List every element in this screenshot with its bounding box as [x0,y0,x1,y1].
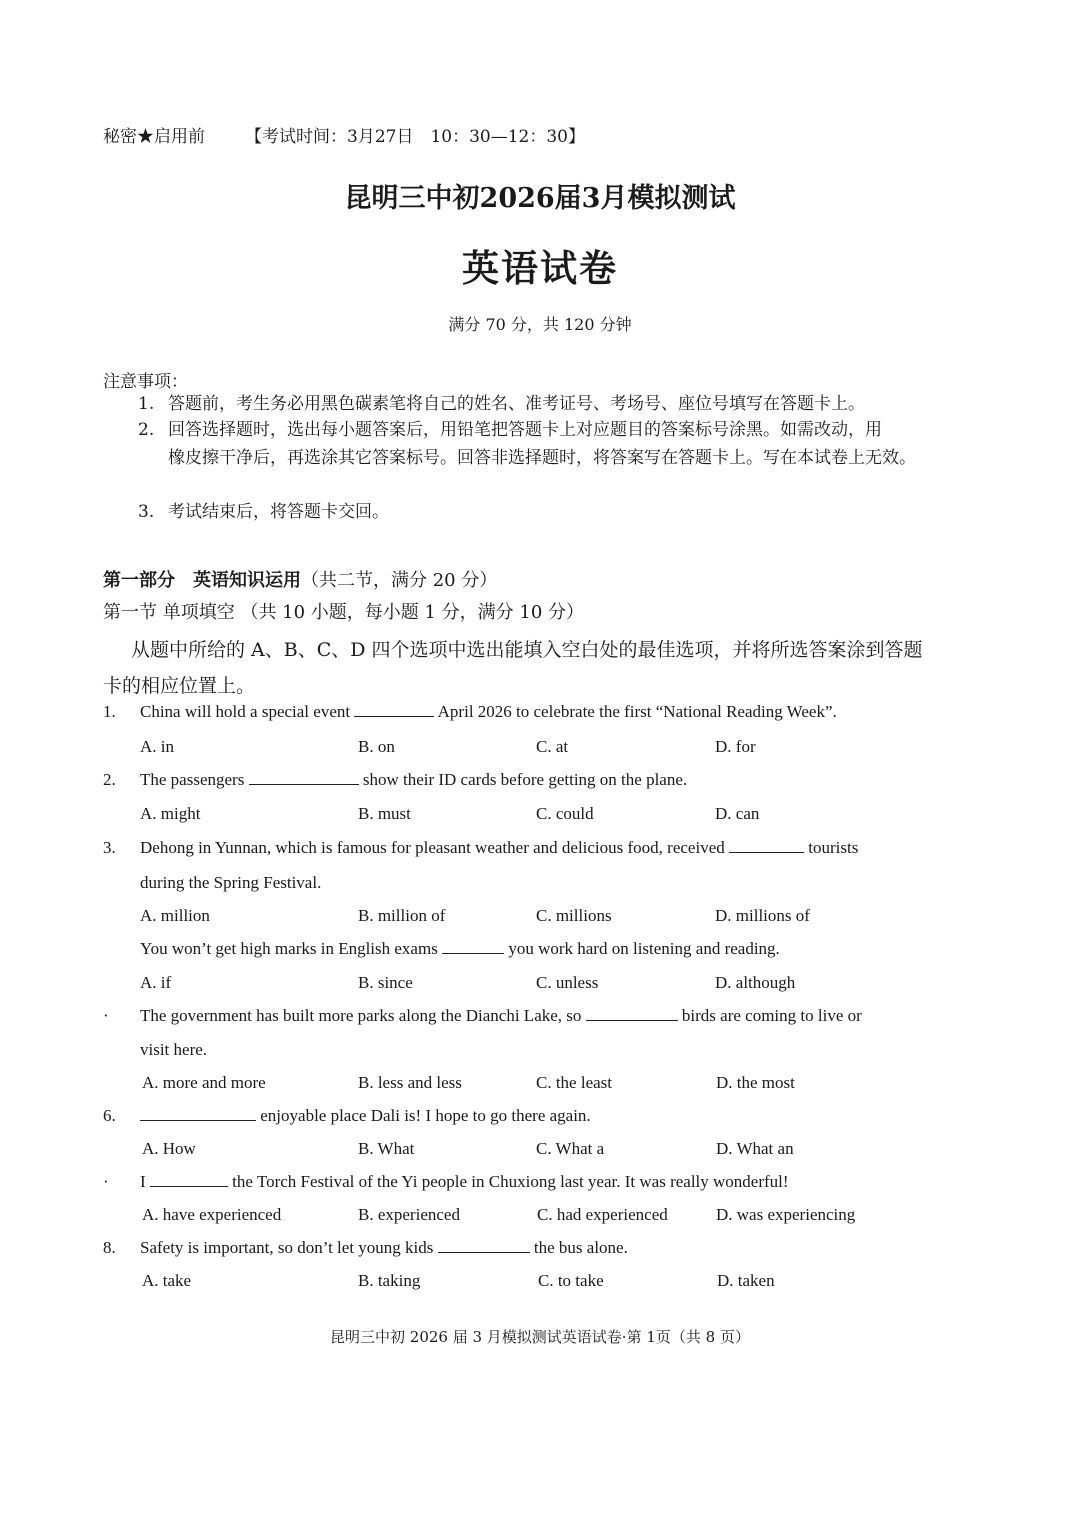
question-continuation: visit here. [140,1040,208,1059]
answer-blank [354,702,434,717]
question-text: tourists [808,838,859,857]
option: B. on [358,737,395,756]
part-title: 第一部分 英语知识运用 [103,570,301,591]
option: A. might [140,804,201,823]
option: B. must [358,804,411,823]
option: A. have experienced [142,1205,282,1224]
question [103,1006,862,1026]
note-number: 2. [138,420,155,440]
score-info: 满分 70 分，共 120 分钟 [448,315,632,334]
option: D. can [715,804,760,823]
question [103,838,858,858]
question [103,702,837,722]
question-number: 8. [103,1238,116,1257]
exam-header [103,122,585,147]
exam-title: 昆明三中初2026届3月模拟测试 [344,183,736,214]
question-number: 6. [103,1106,116,1125]
option: D. What an [716,1139,794,1158]
option: C. the least [536,1073,613,1092]
section-instruction: 从题中所给的 A、B、C、D 四个选项中选出能填入空白处的最佳选项，并将所选答案涂到答题卡的相应位置上。 [103,639,923,697]
question-continuation: during the Spring Festival. [140,873,322,892]
question-text: I [140,1172,146,1191]
note-text: 考试结束后，将答题卡交回。 [168,502,389,522]
question-text: enjoyable place Dali is! I hope to go there again. [260,1106,591,1125]
option: D. the most [716,1073,795,1092]
answer-blank [140,1106,256,1121]
option: B. taking [358,1271,421,1290]
option: C. could [536,804,594,823]
option: C. millions [536,906,612,925]
question-text: April 2026 to celebrate the first “National Reading Week”. [437,702,837,721]
option: B. experienced [358,1205,460,1224]
note-text: 答题前，考生务必用黑色碳素笔将自己的姓名、准考证号、考场号、座位号填写在答题卡上。 [168,394,865,414]
question [103,1172,789,1192]
answer-blank [150,1172,228,1187]
option: A. take [142,1271,192,1290]
question-number: 2. [103,770,116,789]
question-number: 1. [103,702,116,721]
question-text: the bus alone. [533,1238,628,1257]
exam-time: 【考试时间：3月27日 10：30—12：30】 [245,127,585,147]
note-item [138,390,938,418]
option: C. at [536,737,569,756]
question-text: China will hold a special event [140,702,351,721]
answer-blank [586,1006,678,1021]
question-text: You won’t get high marks in English exams [140,939,438,958]
notes-heading: 注意事项： [103,372,188,392]
question-text: Safety is important, so don’t let young kids [140,1238,434,1257]
secret-label: 秘密★启用前 [103,127,205,147]
option: A. more and more [142,1073,266,1092]
option: D. for [715,737,756,756]
question-text: you work hard on listening and reading. [508,939,780,958]
question-number: · [103,1006,109,1025]
note-item [138,416,938,472]
question-text: Dehong in Yunnan, which is famous for pleasant weather and delicious food, received [140,838,725,857]
option: D. taken [717,1271,775,1290]
question-text: the Torch Festival of the Yi people in Chuxiong last year. It was really wonderful! [232,1172,789,1191]
option: D. was experiencing [716,1205,856,1224]
question [103,770,687,790]
option: C. unless [536,973,599,992]
note-number: 3. [138,502,155,522]
note-item [138,498,938,526]
option: C. to take [538,1271,604,1290]
exam-subtitle: 英语试卷 [462,246,618,290]
option: A. if [140,973,172,992]
part-note: （共二节，满分 20 分） [301,570,498,591]
option: A. million [140,906,210,925]
question-text: show their ID cards before getting on the plane. [362,770,688,789]
option: A. in [140,737,174,756]
option: B. less and less [358,1073,462,1092]
answer-blank [729,838,804,853]
question-number: · [103,1172,109,1191]
option: B. What [358,1139,415,1158]
option: D. millions of [715,906,810,925]
answer-blank [438,1238,530,1253]
page-footer: 昆明三中初 2026 届 3 月模拟测试英语试卷·第 1页（共 8 页） [330,1328,750,1346]
option: C. had experienced [537,1205,668,1224]
question-text: The passengers [140,770,245,789]
option: D. although [715,973,796,992]
answer-blank [249,770,359,785]
question [103,939,780,959]
note-number: 1. [138,394,155,414]
option: C. What a [536,1139,605,1158]
note-text: 回答选择题时，选出每小题答案后，用铅笔把答题卡上对应题目的答案标号涂黑。如需改动，用 [168,420,882,440]
section-heading: 第一节 单项填空 （共 10 小题，每小题 1 分，满分 10 分） [103,602,585,623]
answer-blank [442,939,504,954]
option: B. million of [358,906,446,925]
option: B. since [358,973,413,992]
option: A. How [142,1139,196,1158]
note-continuation: 橡皮擦干净后，再选涂其它答案标号。回答非选择题时，将答案写在答题卡上。写在本试卷上无效。 [168,448,916,468]
question-text: birds are coming to live or [681,1006,862,1025]
question-text: The government has built more parks along the Dianchi Lake, so [140,1006,582,1025]
part-heading [103,566,497,592]
question [103,1106,591,1126]
question [103,1238,628,1258]
question-number: 3. [103,838,116,857]
